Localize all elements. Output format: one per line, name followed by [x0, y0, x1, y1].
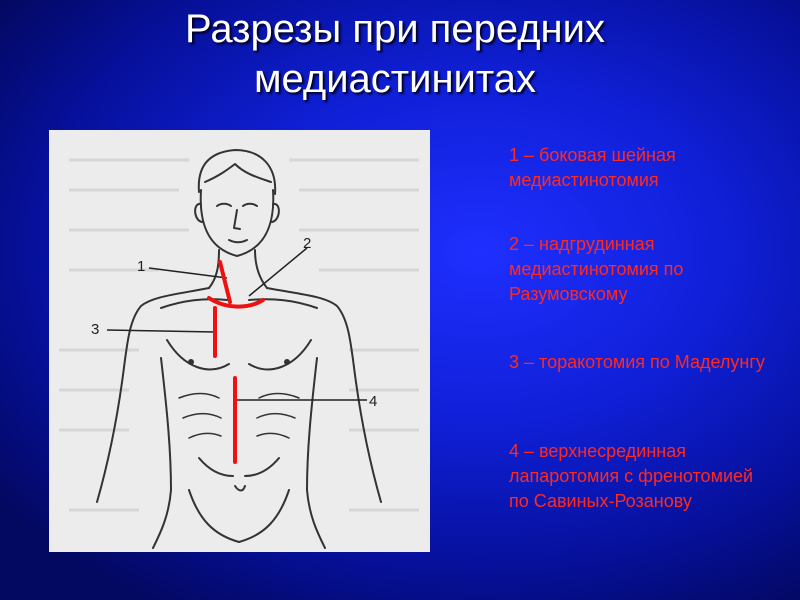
mouth: [229, 240, 247, 242]
left-nipple: [188, 359, 194, 365]
right-pectoral: [249, 340, 311, 369]
legend-item-2: 2 – надгрудинная медиастинотомия по Разумовскому: [509, 234, 684, 304]
head-outline: [201, 190, 274, 256]
torso-illustration: [49, 130, 430, 552]
legend-item-1: 1 – боковая шейная медиастинотомия: [509, 145, 676, 190]
legend-item-4: 4 – верхнесрединная лапаротомия с френотомией по Савиных-Розанову: [509, 441, 754, 511]
hair-outline: [199, 150, 275, 194]
right-eye: [243, 204, 257, 206]
anatomy-figure: [49, 130, 430, 552]
slide-title-line-2: медиастинитах: [253, 57, 536, 101]
navel: [235, 486, 245, 491]
torso-right-side: [307, 358, 325, 548]
lower-abdomen: [189, 490, 289, 542]
hair-fringe: [205, 164, 271, 182]
legend-item-3: 3 – торакотомия по Маделунгу: [509, 352, 765, 372]
nose: [234, 210, 240, 229]
left-pectoral: [167, 340, 229, 369]
figure-label-2: 2: [303, 235, 312, 252]
slide-title: [0, 4, 790, 104]
torso-left-side: [153, 358, 171, 548]
figure-label-3: 3: [91, 321, 100, 338]
incision-1-lateral-cervical: [220, 262, 230, 302]
figure-label-1: 1: [137, 258, 146, 275]
right-nipple: [284, 359, 290, 365]
leader-line-1: [149, 268, 227, 278]
leader-line-3: [107, 330, 215, 332]
figure-label-4: 4: [369, 393, 378, 410]
neck-left: [209, 250, 219, 288]
abdomen-line-left: [199, 458, 233, 476]
background-text-lines: [59, 160, 419, 510]
abdomen-line-right: [245, 458, 279, 476]
right-shoulder-arm: [267, 288, 381, 502]
slide-title-line-1: Разрезы при передних: [185, 7, 605, 51]
left-eye: [217, 204, 231, 206]
left-shoulder-arm: [97, 288, 209, 502]
